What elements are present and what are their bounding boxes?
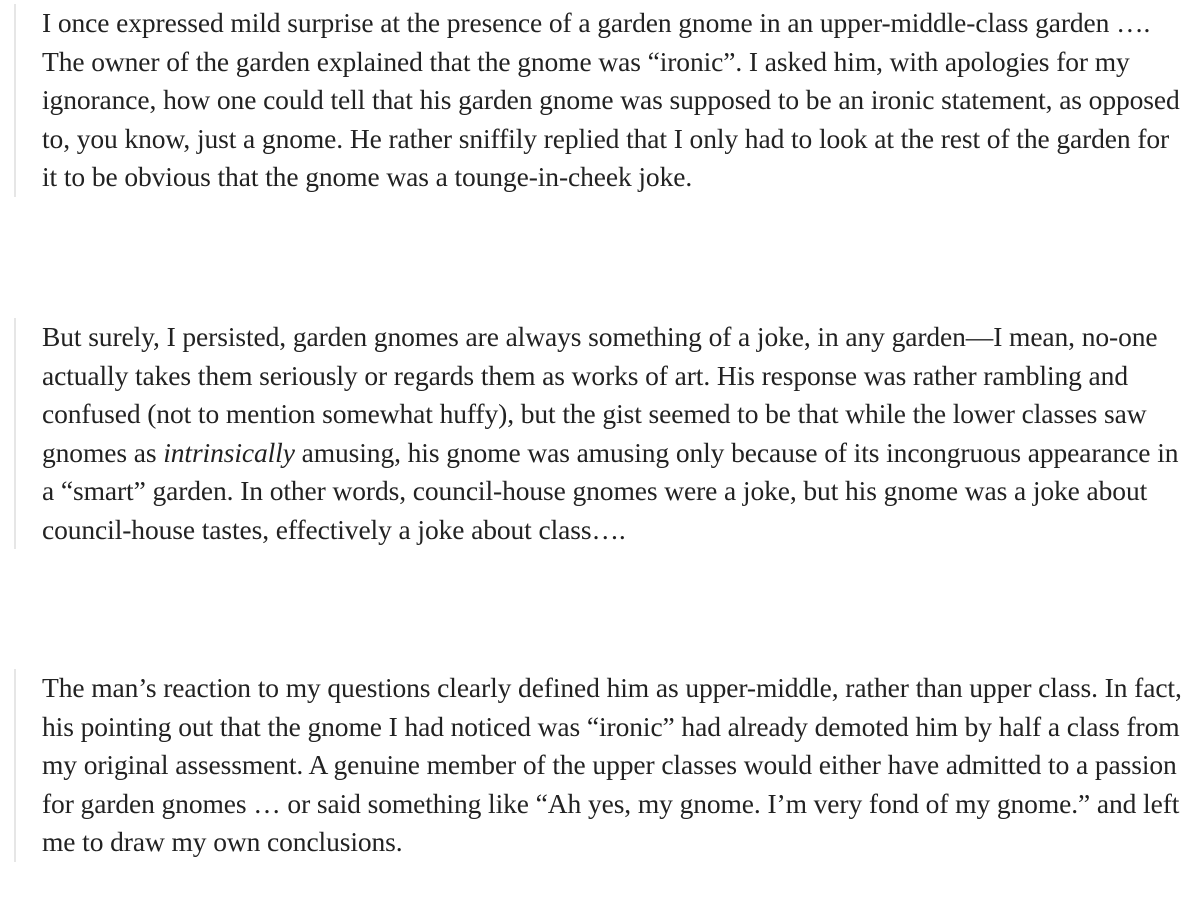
paragraph-text: I once expressed mild surprise at the presence of a garden gnome in an upper-middle-class garden …. The owner of the garden explained that the gnome was “ironic”. I asked him, with apologies for my ignorance, how one could tell that his garden gnome was supposed to be an ironic statement, as opposed to, you know, just a gnome. He rather sniffily replied that I only had to look at the rest of the garden for it to be obvious that the gnome was a tounge-in-cheek joke. — [42, 7, 1180, 192]
paragraph-text: The man’s reaction to my questions clearly defined him as upper-middle, rather than upper class. In fact, his pointing out that the gnome I had noticed was “ironic” had already demoted him by half a class from my original assessment. A genuine member of the upper classes would either have admitted to a passion for garden gnomes … or said something like “Ah yes, my gnome. I’m very fond of my gnome.” and left me to draw my own conclusions. — [42, 672, 1182, 857]
blockquote-paragraph-3 — [14, 669, 1184, 862]
paragraph-text — [42, 318, 1184, 549]
blockquote-paragraph-2 — [14, 318, 1184, 549]
emphasized-word: intrinsically — [163, 436, 295, 468]
paragraph-text-part: But surely, I persisted, garden gnomes are always something of a joke, in any garden—I mean, no-one actually takes them seriously or regards them as works of art. His response was rather rambling and confused (not to mention somewhat huffy), but the gist seemed to be that while the lower classes saw gnomes as — [42, 321, 1158, 468]
paragraph-text-part: amusing, his gnome was amusing only because of its incongruous appearance in a “smart” garden. In other words, council-house gnomes were a joke, but his gnome was a joke about council-house tastes, effectively a joke about class…. — [42, 436, 1179, 545]
blockquote-paragraph-1 — [14, 4, 1184, 197]
